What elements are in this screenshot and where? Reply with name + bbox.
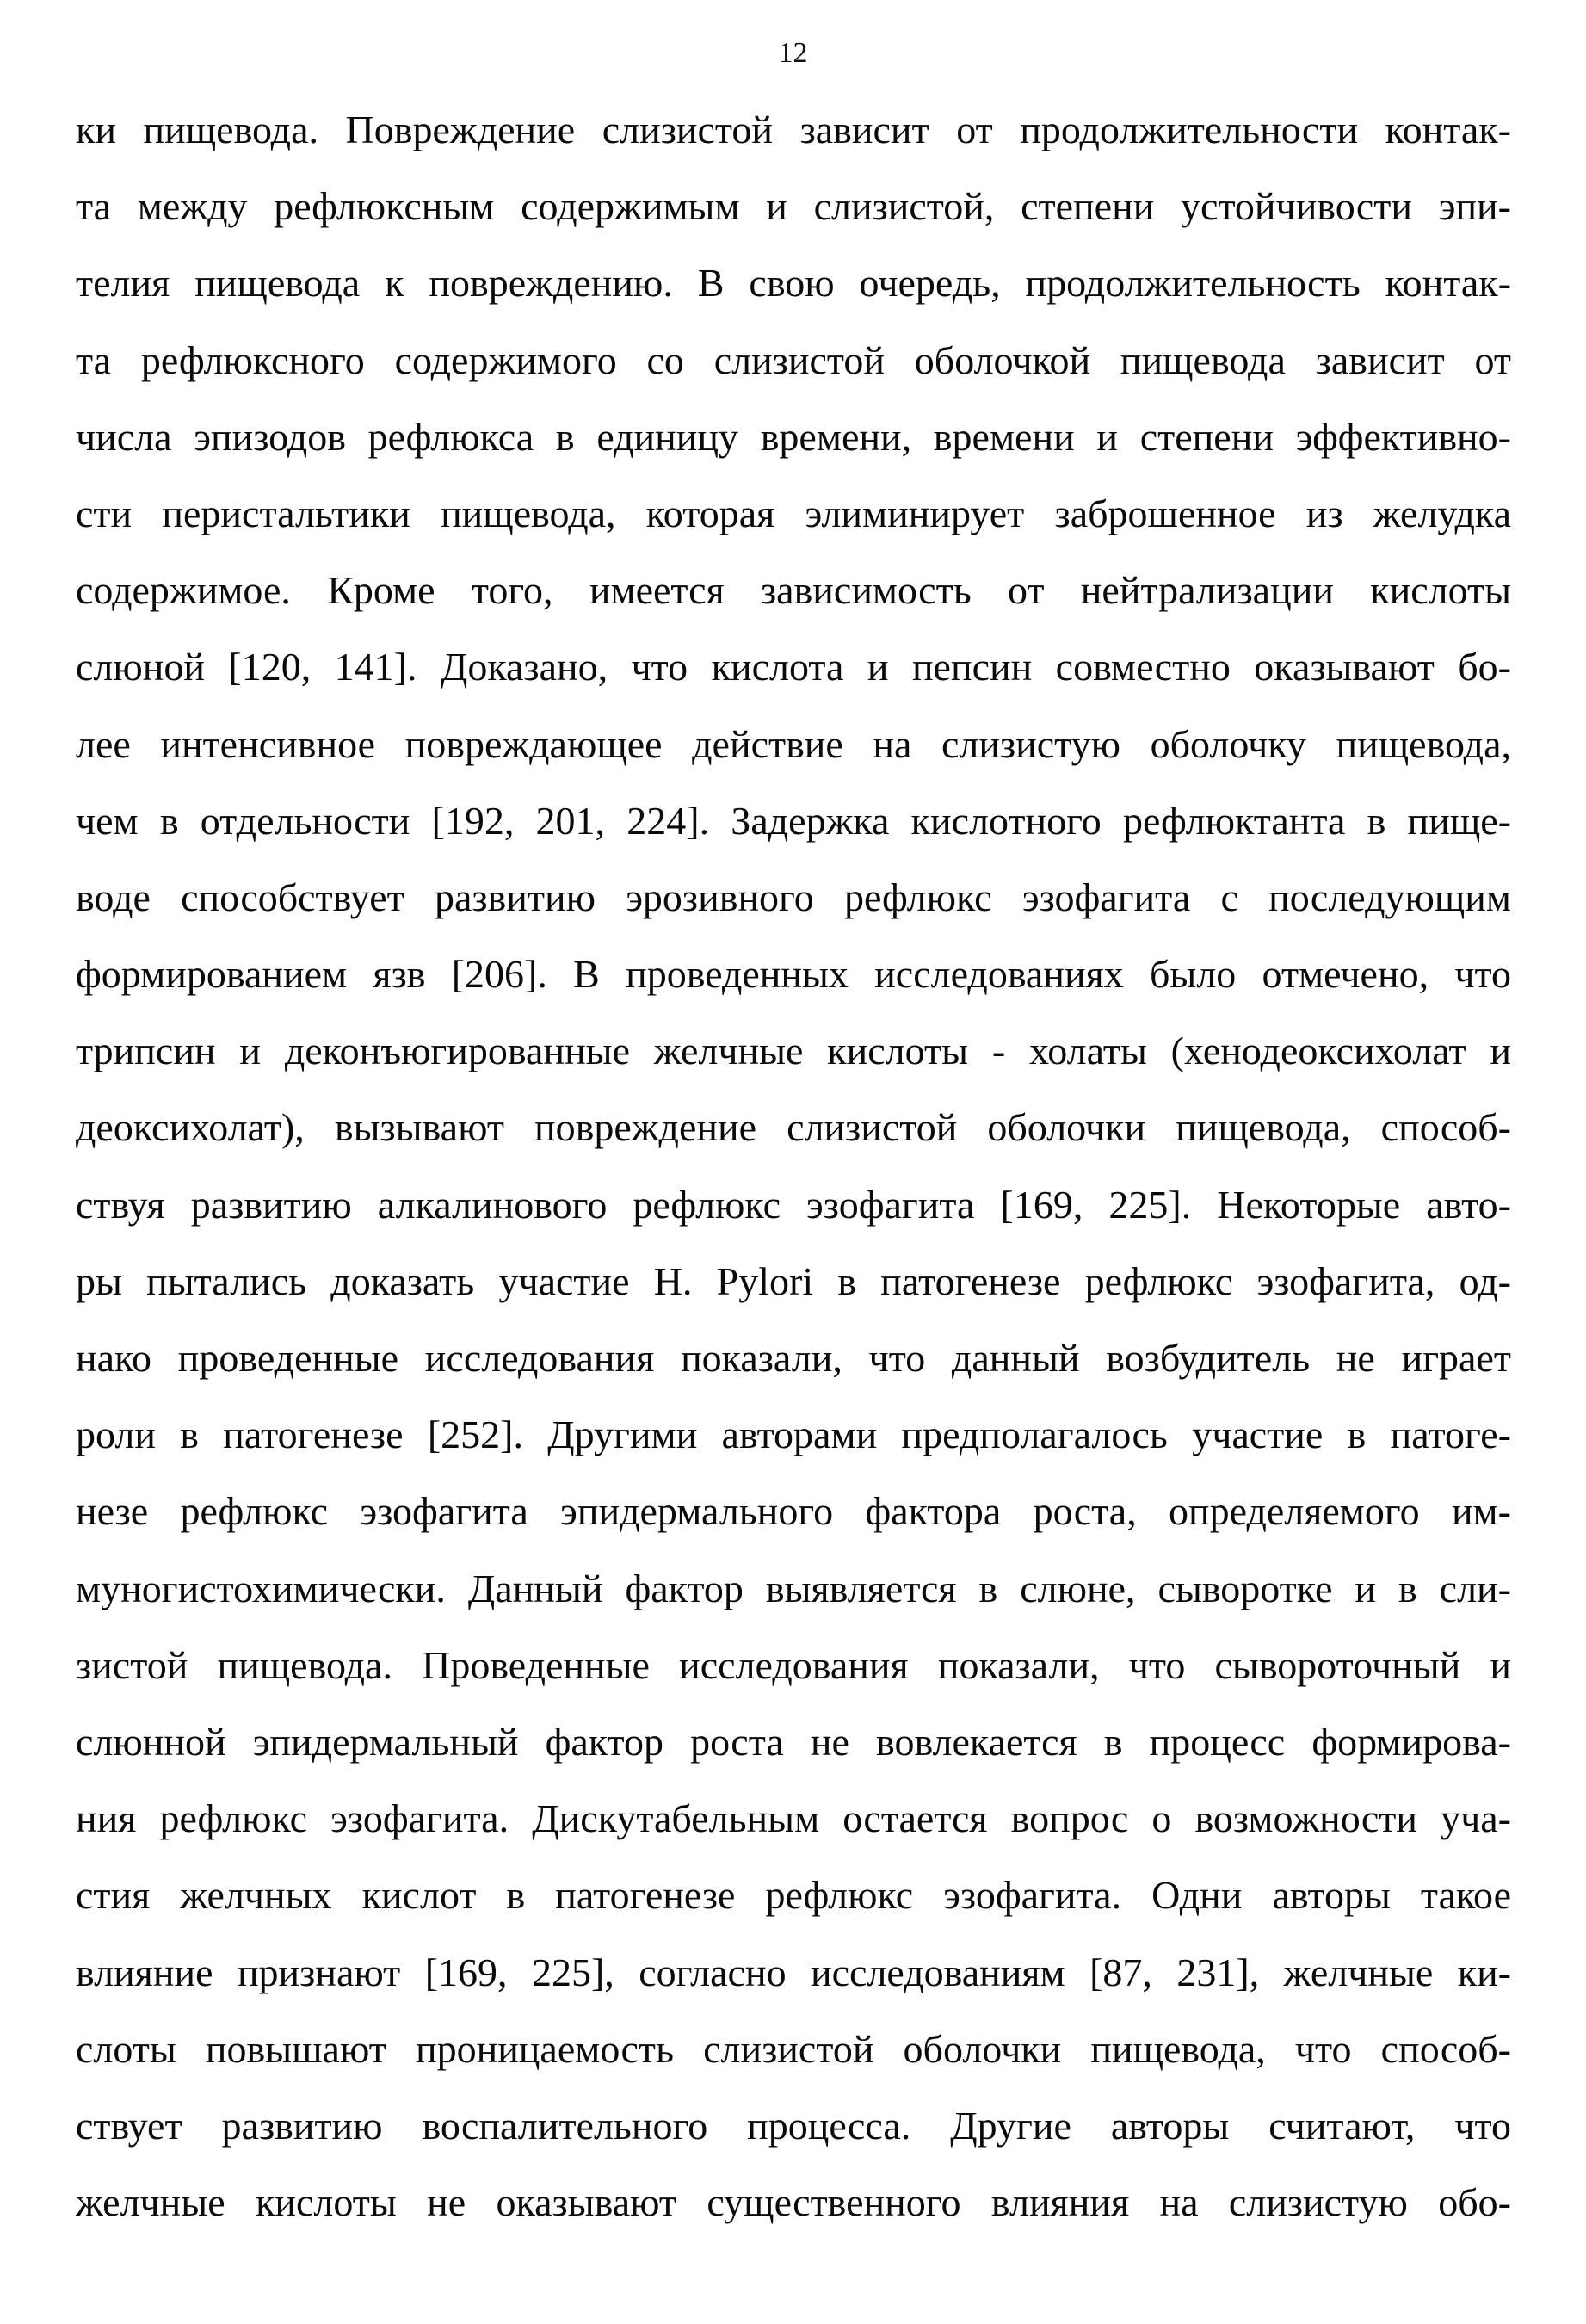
text-line: ния рефлюкс эзофагита. Дискутабельным остается вопрос о возможности уча-: [76, 1796, 1511, 1841]
text-line: ки пищевода. Повреждение слизистой зависит от продолжительности контак-: [76, 108, 1511, 151]
text-line: содержимое. Кроме того, имеется зависимость от нейтрализации кислоты: [76, 568, 1511, 613]
text-line: ры пытались доказать участие H. Pylori в патогенезе рефлюкс эзофагита, од-: [76, 1258, 1511, 1303]
text-line: телия пищевода к повреждению. В свою очередь, продолжительность контак-: [76, 261, 1511, 306]
text-line: чем в отдельности [192, 201, 224]. Задержка кислотного рефлюктанта в пище-: [76, 798, 1511, 843]
page-number: 12: [778, 37, 808, 69]
text-line: слюнной эпидермальный фактор роста не вовлекается в процесс формирова-: [76, 1719, 1511, 1764]
text-line: лее интенсивное повреждающее действие на слизистую оболочку пищевода,: [76, 721, 1511, 766]
text-line: ствует развитию воспалительного процесса. Другие авторы считают, что: [76, 2103, 1511, 2148]
text-line: нако проведенные исследования показали, что данный возбудитель не играет: [76, 1336, 1511, 1380]
text-line: слоты повышают проницаемость слизистой оболочки пищевода, что способ-: [76, 2026, 1511, 2071]
text-line: числа эпизодов рефлюкса в единицу времени, времени и степени эффективно-: [76, 414, 1511, 459]
text-line: сти перистальтики пищевода, которая элиминирует заброшенное из желудка: [76, 491, 1511, 535]
text-line: желчные кислоты не оказывают существенного влияния на слизистую обо-: [76, 2180, 1511, 2225]
text-line: зистой пищевода. Проведенные исследования показали, что сывороточный и: [76, 1642, 1511, 1687]
text-line: деоксихолат), вызывают повреждение слизистой оболочки пищевода, способ-: [76, 1105, 1511, 1150]
text-line: трипсин и деконъюгированные желчные кислоты - холаты (хенодеоксихолат и: [76, 1029, 1511, 1073]
text-line: формированием язв [206]. В проведенных исследованиях было отмечено, что: [76, 952, 1511, 997]
text-line: незе рефлюкс эзофагита эпидермального фактора роста, определяемого им-: [76, 1489, 1511, 1534]
text-line: слюной [120, 141]. Доказано, что кислота и пепсин совместно оказывают бо-: [76, 645, 1511, 689]
text-line: влияние признают [169, 225], согласно исследованиям [87, 231], желчные ки-: [76, 1950, 1511, 1994]
text-line: та между рефлюксным содержимым и слизистой, степени устойчивости эпи-: [76, 184, 1511, 229]
text-line: та рефлюксного содержимого со слизистой оболочкой пищевода зависит от: [76, 337, 1511, 382]
body-text: [76, 102, 1511, 2251]
text-line: муногистохимически. Данный фактор выявляется в слюне, сыворотке и в сли-: [76, 1566, 1511, 1610]
text-line: воде способствует развитию эрозивного рефлюкс эзофагита с последующим: [76, 875, 1511, 919]
text-line: роли в патогенезе [252]. Другими авторами предполагалось участие в патоге-: [76, 1412, 1511, 1457]
text-line: ствуя развитию алкалинового рефлюкс эзофагита [169, 225]. Некоторые авто-: [76, 1182, 1511, 1227]
text-line: стия желчных кислот в патогенезе рефлюкс эзофагита. Одни авторы такое: [76, 1873, 1511, 1918]
